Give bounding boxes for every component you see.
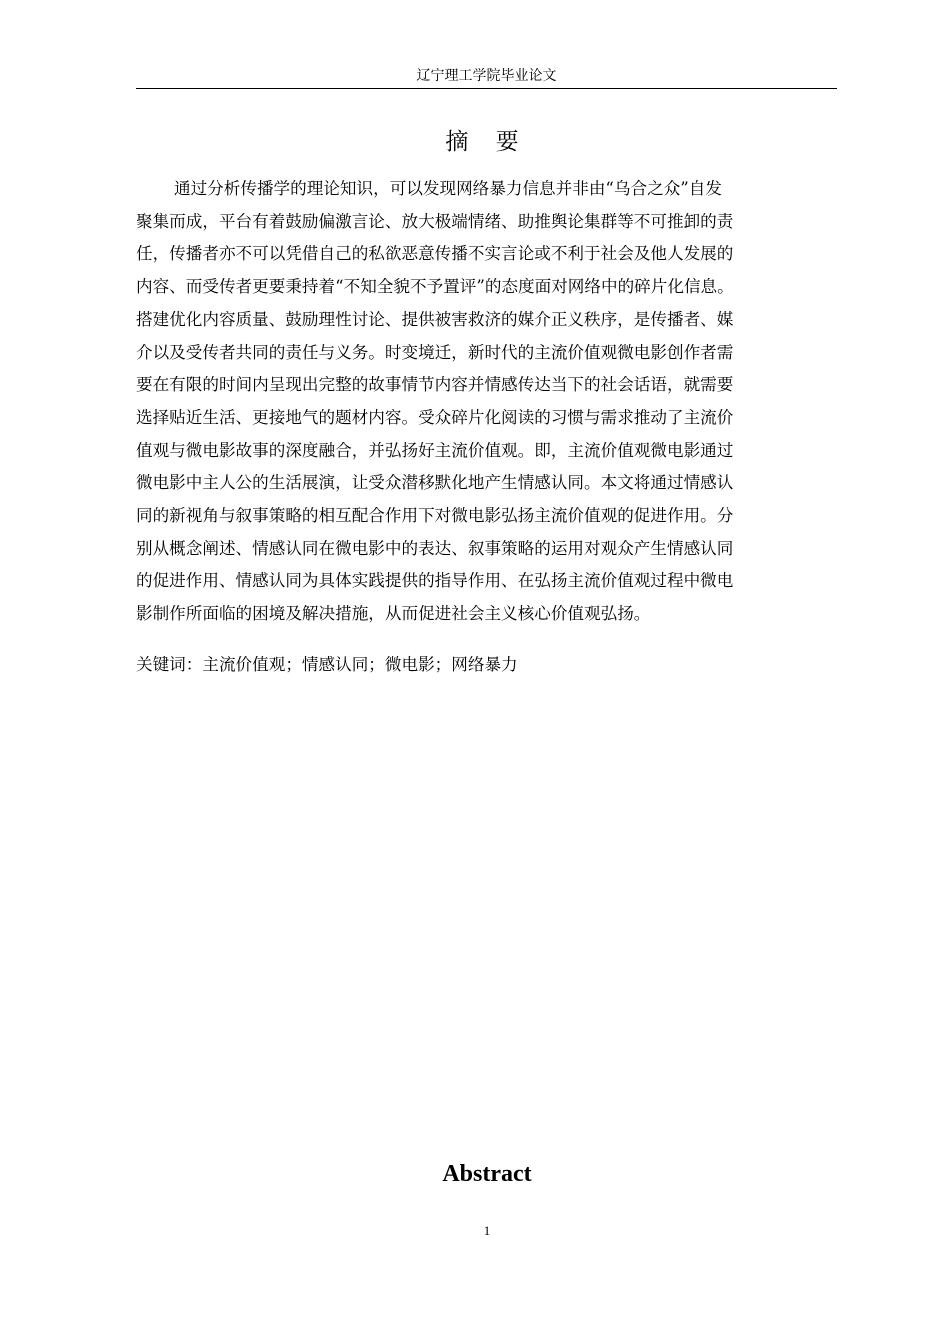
abstract-line: 介以及受传者共同的责任与义务。时变境迁，新时代的主流价值观微电影创作者需 xyxy=(136,342,734,362)
header-title: 辽宁理工学院毕业论文 xyxy=(416,68,557,84)
english-abstract-heading: Abstract xyxy=(442,1161,532,1187)
abstract-line: 别从概念阐述、情感认同在微电影中的表达、叙事策略的运用对观众产生情感认同 xyxy=(136,538,734,558)
abstract-line: 通过分析传播学的理论知识，可以发现网络暴力信息并非由“乌合之众”自发 xyxy=(174,179,722,198)
abstract-line: 内容、而受传者更要秉持着“不知全貌不予置评”的态度面对网络中的碎片化信息。 xyxy=(136,277,734,297)
keywords-label: 关键词： xyxy=(136,655,203,674)
abstract-body xyxy=(136,173,837,631)
abstract-line: 影制作所面临的困境及解决措施，从而促进社会主义核心价值观弘扬。 xyxy=(136,604,651,624)
abstract-line: 任，传播者亦不可以凭借自己的私欲恶意传播不实言论或不利于社会及他人发展的 xyxy=(136,244,734,264)
abstract-line: 值观与微电影故事的深度融合，并弘扬好主流价值观。即，主流价值观微电影通过 xyxy=(136,440,734,460)
abstract-line: 选择贴近生活、更接地气的题材内容。受众碎片化阅读的习惯与需求推动了主流价 xyxy=(136,407,734,427)
abstract-heading: 摘 要 xyxy=(445,129,529,155)
keywords xyxy=(136,650,837,680)
abstract-line: 搭建优化内容质量、鼓励理性讨论、提供被害救济的媒介正义秩序，是传播者、媒 xyxy=(136,309,734,329)
abstract-line: 聚集而成，平台有着鼓励偏激言论、放大极端情绪、助推舆论集群等不可推卸的责 xyxy=(136,211,734,231)
keywords-text: 主流价值观；情感认同；微电影；网络暴力 xyxy=(202,655,518,674)
abstract-line: 要在有限的时间内呈现出完整的故事情节内容并情感传达当下的社会话语，就需要 xyxy=(136,375,734,395)
running-header xyxy=(136,66,837,89)
page-number: 1 xyxy=(483,1223,491,1238)
abstract-line: 同的新视角与叙事策略的相互配合作用下对微电影弘扬主流价值观的促进作用。分 xyxy=(136,506,734,526)
abstract-line: 微电影中主人公的生活展演，让受众潜移默化地产生情感认同。本文将通过情感认 xyxy=(136,473,734,493)
abstract-line: 的促进作用、情感认同为具体实践提供的指导作用、在弘扬主流价值观过程中微电 xyxy=(136,571,734,591)
